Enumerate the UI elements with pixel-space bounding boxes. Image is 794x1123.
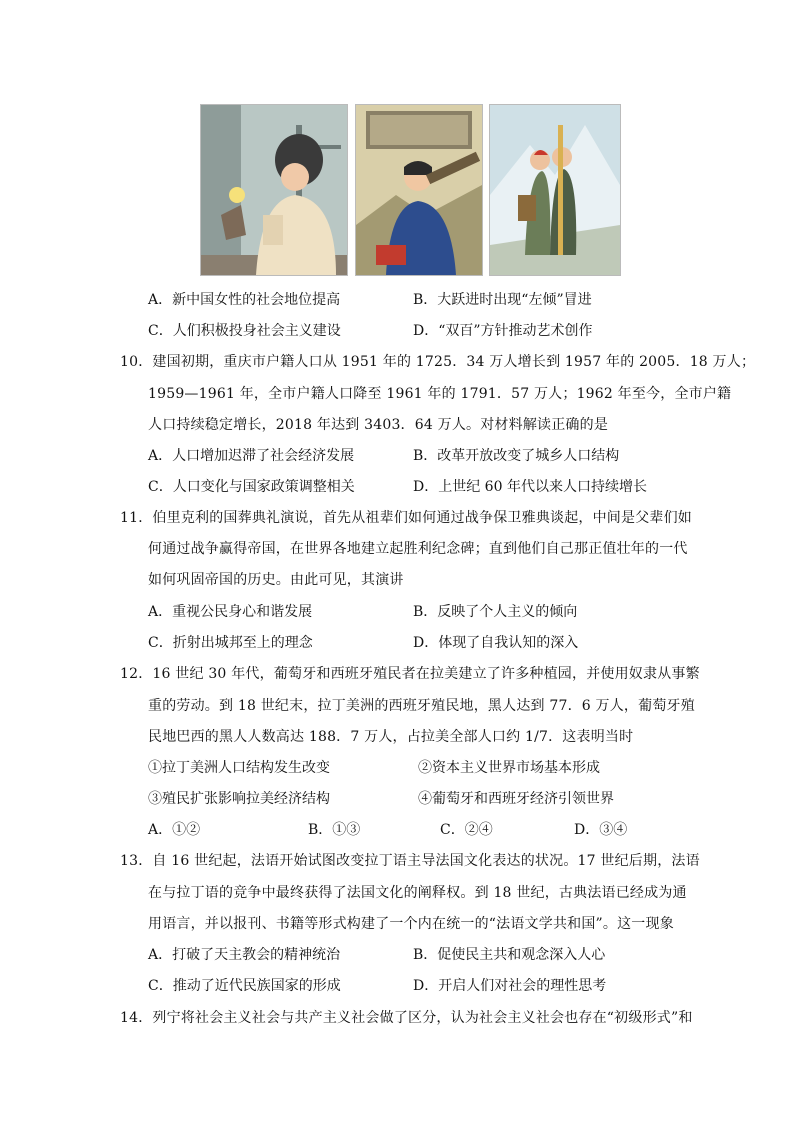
q12-stem-line-3: 民地巴西的黑人人数高达 188．7 万人，占拉美全部人口约 1/7．这表明当时 [148, 729, 634, 745]
q11-option-d: D．体现了自我认知的深入 [413, 635, 579, 651]
q11-stem-line-3: 如何巩固帝国的历史。由此可见，其演讲 [148, 572, 404, 588]
q9-option-c: C．人们积极投身社会主义建设 [148, 323, 341, 339]
q9-option-d: D．“双百”方针推动艺术创作 [413, 323, 593, 339]
q13-option-d: D．开启人们对社会的理性思考 [413, 978, 607, 994]
q11-option-b: B．反映了个人主义的倾向 [413, 604, 578, 620]
q14-stem-line-1: 14．列宁将社会主义社会与共产主义社会做了区分，认为社会主义社会也存在“初级形式”和 [120, 1010, 693, 1026]
q11-stem-line-1: 11．伯里克利的国葬典礼演说，首先从祖辈们如何通过战争保卫雅典谈起，中间是父辈们如 [120, 510, 693, 526]
q13-option-c: C．推动了近代民族国家的形成 [148, 978, 341, 994]
q10-stem-line-1: 10．建国初期，重庆市户籍人口从 1951 年的 1725．34 万人增长到 1957 年的 2005．18 万人； [120, 354, 756, 370]
q12-stem-line-1: 12．16 世纪 30 年代，葡萄牙和西班牙殖民者在拉美建立了许多种植园，并使用奴隶从事繁 [120, 666, 700, 682]
q12-option-a: A．①② [148, 822, 201, 838]
q10-stem-line-3: 人口持续稳定增长，2018 年达到 3403．64 万人。对材料解读正确的是 [148, 417, 609, 433]
q13-option-a: A．打破了天主教会的精神统治 [148, 947, 341, 963]
q12-item-1: ①拉丁美洲人口结构发生改变 [148, 760, 330, 776]
q10-option-d: D．上世纪 60 年代以来人口持续增长 [413, 479, 647, 495]
q10-option-a: A．人口增加迟滞了社会经济发展 [148, 448, 355, 464]
q10-stem-line-2: 1959—1961 年，全市户籍人口降至 1961 年的 1791．57 万人；1962 年至今，全市户籍 [148, 386, 732, 402]
q12-option-d: D．③④ [574, 822, 628, 838]
poster-surveyor-image [355, 104, 483, 276]
q12-item-2: ②资本主义世界市场基本形成 [418, 760, 600, 776]
q12-stem-line-2: 重的劳动。到 18 世纪末，拉丁美洲的西班牙殖民地，黑人达到 77．6 万人，葡萄牙殖 [148, 698, 695, 714]
poster-welder-image [200, 104, 348, 276]
q12-option-b: B．①③ [308, 822, 361, 838]
q13-stem-line-2: 在与拉丁语的竞争中最终获得了法国文化的阐释权。到 18 世纪，古典法语已经成为通 [148, 885, 687, 901]
q10-option-c: C．人口变化与国家政策调整相关 [148, 479, 355, 495]
q11-stem-line-2: 何通过战争赢得帝国，在世界各地建立起胜利纪念碑；直到他们自己那正值壮年的一代 [148, 541, 688, 557]
q13-option-b: B．促使民主共和观念深入人心 [413, 947, 606, 963]
q11-option-c: C．折射出城邦至上的理念 [148, 635, 313, 651]
q13-stem-line-3: 用语言，并以报刊、书籍等形式构建了一个内在统一的“法语文学共和国”。这一现象 [148, 916, 674, 932]
q11-option-a: A．重视公民身心和谐发展 [148, 604, 313, 620]
q12-option-c: C．②④ [440, 822, 493, 838]
q12-item-4: ④葡萄牙和西班牙经济引领世界 [418, 791, 614, 807]
q12-item-3: ③殖民扩张影响拉美经济结构 [148, 791, 330, 807]
q9-option-b: B．大跃进时出现“左倾”冒进 [413, 292, 592, 308]
q13-stem-line-1: 13．自 16 世纪起，法语开始试图改变拉丁语主导法国文化表达的状况。17 世纪后期，法语 [120, 853, 700, 869]
poster-geologists-image [489, 104, 621, 276]
q9-option-a: A．新中国女性的社会地位提高 [148, 292, 341, 308]
q10-option-b: B．改革开放改变了城乡人口结构 [413, 448, 620, 464]
